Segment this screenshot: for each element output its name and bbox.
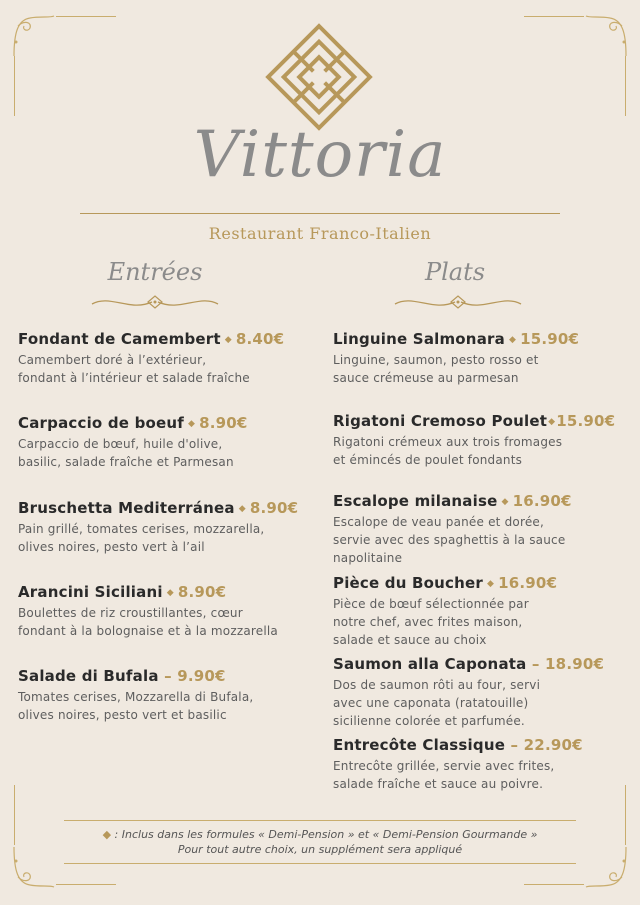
menu-item-entree — [18, 330, 284, 387]
dish-price: 8.40€ — [235, 330, 285, 348]
dish-name: Carpaccio de boeuf — [18, 414, 184, 432]
header-divider — [80, 213, 560, 214]
corner-ornament-top-left-icon — [10, 12, 56, 58]
border-line-right-bottom — [625, 785, 626, 845]
dish-description: Boulettes de riz croustillantes, cœur — [18, 606, 243, 620]
dish-description: servie avec des spaghettis à la sauce — [333, 533, 566, 547]
menu-item-plat — [333, 492, 572, 567]
dish-name: Escalope milanaise — [333, 492, 498, 510]
price-separator: – — [531, 655, 540, 673]
diamond-marker-icon: ◆ — [166, 588, 174, 598]
dish-name: Bruschetta Mediterránea — [18, 499, 235, 517]
menu-item-plat — [333, 412, 615, 469]
flourish-divider-plats-icon — [393, 292, 523, 314]
dish-description: napolitaine — [333, 551, 403, 565]
flourish-divider-entrees-icon — [90, 292, 220, 314]
diamond-marker-icon: ◆ — [188, 419, 196, 429]
dish-description: avec une caponata (ratatouille) — [333, 696, 529, 710]
dish-name: Entrecôte Classique — [333, 736, 506, 754]
dish-name: Linguine Salmonara — [333, 330, 505, 348]
diamond-marker-icon: ◆ — [501, 497, 509, 507]
dish-description: sicilienne colorée et parfumée. — [333, 714, 525, 728]
border-line-top-left — [56, 16, 116, 17]
dish-price: 15.90€ — [520, 330, 580, 348]
footer-divider-top — [64, 820, 576, 821]
diamond-marker-icon: ◆ — [238, 504, 246, 514]
diamond-marker-icon: ◆ — [224, 335, 232, 345]
dish-name: Rigatoni Cremoso Poulet — [333, 412, 548, 430]
border-line-bottom-right — [524, 884, 584, 885]
dish-description: Pain grillé, tomates cerises, mozzarella, — [18, 522, 265, 536]
dish-description: Linguine, saumon, pesto rosso et — [333, 353, 539, 367]
border-line-left-top — [14, 56, 15, 116]
dish-description: Entrecôte grillée, servie avec frites, — [333, 759, 555, 773]
corner-ornament-bottom-left-icon — [10, 845, 56, 891]
dish-description: Dos de saumon rôti au four, servi — [333, 678, 541, 692]
menu-item-plat — [333, 574, 557, 649]
brand-name: Vittoria — [193, 118, 447, 192]
dish-description: Escalope de veau panée et dorée, — [333, 515, 545, 529]
dish-price: 16.90€ — [498, 574, 558, 592]
menu-item-plat — [333, 655, 604, 730]
dish-name: Pièce du Boucher — [333, 574, 483, 592]
diamond-marker-icon: ◆ — [487, 579, 495, 589]
dish-description: notre chef, avec frites maison, — [333, 615, 523, 629]
footer-divider-bottom — [64, 863, 576, 864]
dish-description: Pièce de bœuf sélectionnée par — [333, 597, 529, 611]
menu-item-entree — [18, 414, 248, 471]
brand-subtitle: Restaurant Franco-Italien — [208, 224, 432, 243]
dish-price: 16.90€ — [512, 492, 572, 510]
dish-description: fondant à la bolognaise et à la mozzarella — [18, 624, 278, 638]
price-separator: – — [164, 667, 172, 685]
price-separator: – — [510, 736, 519, 754]
diamond-marker-icon: ◆ — [102, 828, 112, 841]
dish-description: sauce crémeuse au parmesan — [333, 371, 519, 385]
dish-price: 8.90€ — [177, 583, 227, 601]
dish-name: Fondant de Camembert — [18, 330, 221, 348]
menu-item-entree — [18, 583, 278, 640]
dish-price: 22.90€ — [523, 736, 583, 754]
dish-name: Arancini Siciliani — [18, 583, 163, 601]
footer-line-1: : Inclus dans les formules « Demi-Pension » et « Demi-Pension Gourmande » — [111, 828, 538, 841]
border-line-left-bottom — [14, 785, 15, 845]
menu-item-plat — [333, 736, 583, 793]
section-title-plats: Plats — [424, 258, 486, 286]
dish-description: Rigatoni crémeux aux trois fromages — [333, 435, 563, 449]
footer-line-2: Pour tout autre choix, un supplément sera appliqué — [177, 843, 463, 856]
border-line-bottom-left — [56, 884, 116, 885]
dish-description: fondant à l’intérieur et salade fraîche — [18, 371, 250, 385]
dish-description: olives noires, pesto vert et basilic — [18, 708, 227, 722]
dish-price: 8.90€ — [249, 499, 299, 517]
corner-ornament-bottom-right-icon — [584, 845, 630, 891]
footer-note — [60, 827, 580, 857]
section-title-entrees: Entrées — [107, 258, 203, 286]
dish-price: 18.90€ — [545, 655, 605, 673]
dish-description: salade et sauce au choix — [333, 633, 487, 647]
dish-price: 8.90€ — [199, 414, 248, 432]
corner-ornament-top-right-icon — [584, 12, 630, 58]
diamond-marker-icon: ◆ — [548, 417, 556, 427]
dish-description: et émincés de poulet fondants — [333, 453, 523, 467]
dish-price: 9.90€ — [177, 667, 226, 685]
menu-item-plat — [333, 330, 579, 387]
border-line-right-top — [625, 56, 626, 116]
dish-description: salade fraîche et sauce au poivre. — [333, 777, 544, 791]
dish-description: Tomates cerises, Mozzarella di Bufala, — [18, 690, 254, 704]
dish-price: 15.90€ — [556, 412, 616, 430]
dish-description: Carpaccio de bœuf, huile d'olive, — [18, 437, 223, 451]
dish-description: Camembert doré à l’extérieur, — [18, 353, 207, 367]
dish-description: olives noires, pesto vert à l’ail — [18, 540, 205, 554]
menu-item-entree — [18, 667, 253, 724]
menu-item-entree — [18, 499, 298, 556]
diamond-marker-icon: ◆ — [508, 335, 517, 345]
dish-name: Saumon alla Caponata — [333, 655, 527, 673]
border-line-top-right — [524, 16, 584, 17]
dish-description: basilic, salade fraîche et Parmesan — [18, 455, 234, 469]
dish-name: Salade di Bufala — [18, 667, 159, 685]
